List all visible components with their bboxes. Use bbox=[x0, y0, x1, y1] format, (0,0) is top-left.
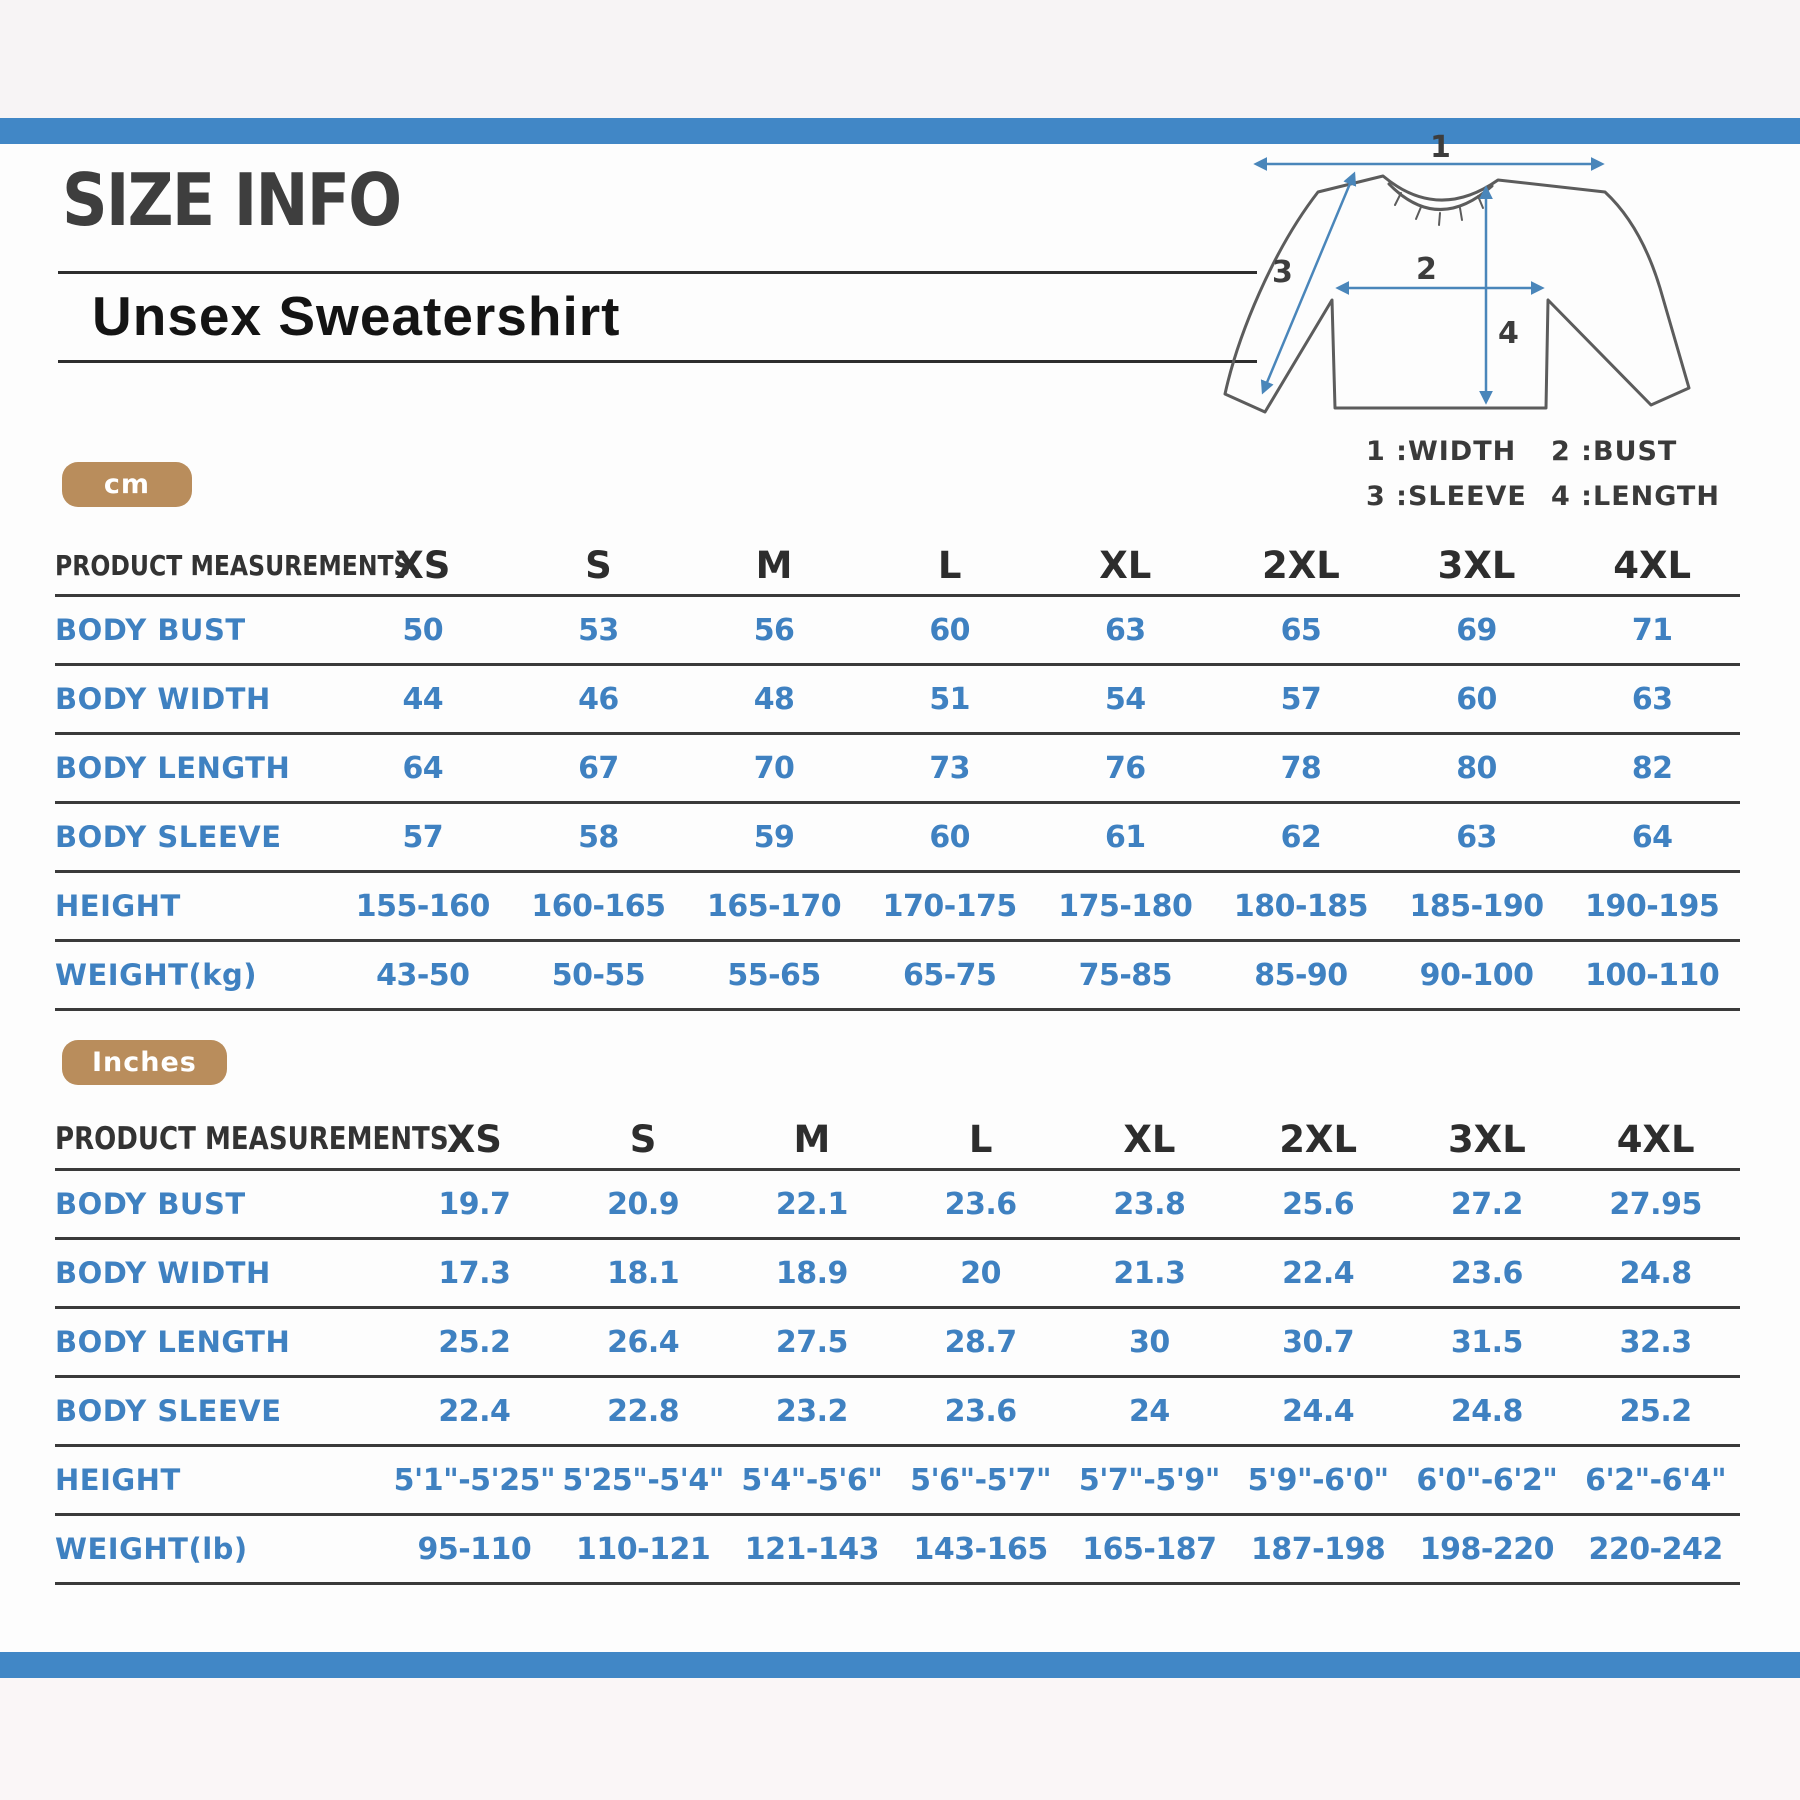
measurement-value: 165-187 bbox=[1082, 1531, 1217, 1567]
size-column-header: M bbox=[793, 1117, 831, 1161]
measurement-value: 23.6 bbox=[944, 1186, 1017, 1222]
sweatshirt-diagram bbox=[1168, 130, 1698, 460]
table-row bbox=[55, 804, 1740, 873]
measurement-value: 54 bbox=[1104, 681, 1146, 717]
measurement-value: 110-121 bbox=[576, 1531, 711, 1567]
measurement-value: 160-165 bbox=[531, 888, 666, 924]
measurement-value: 100-110 bbox=[1585, 957, 1720, 993]
measurement-value: 65-75 bbox=[902, 957, 997, 993]
measurement-value: 6'0"-6'2" bbox=[1416, 1462, 1558, 1498]
measurement-value: 185-190 bbox=[1409, 888, 1544, 924]
size-column-header: XS bbox=[446, 1117, 502, 1161]
measurement-value: 60 bbox=[929, 612, 971, 648]
measurement-value: 5'1"-5'25" bbox=[393, 1462, 556, 1498]
measurement-value: 51 bbox=[929, 681, 971, 717]
measurement-value: 95-110 bbox=[417, 1531, 532, 1567]
legend-sleeve: 3 :SLEEVE bbox=[1366, 481, 1527, 512]
measurement-value: 27.2 bbox=[1450, 1186, 1523, 1222]
measurement-value: 198-220 bbox=[1419, 1531, 1554, 1567]
measurement-value: 165-170 bbox=[706, 888, 842, 924]
row-label: BODY BUST bbox=[55, 613, 246, 647]
measurement-value: 190-195 bbox=[1585, 888, 1720, 924]
size-column-header: S bbox=[585, 543, 612, 587]
product-name-box bbox=[58, 271, 1257, 363]
measurement-value: 80 bbox=[1456, 750, 1497, 786]
measurement-value: 24.8 bbox=[1619, 1255, 1692, 1291]
cm-size-table bbox=[55, 536, 1740, 1011]
row-label: BODY SLEEVE bbox=[55, 1394, 282, 1428]
measurement-value: 56 bbox=[753, 612, 795, 648]
measurement-value: 53 bbox=[578, 612, 619, 648]
inches-unit-badge: Inches bbox=[62, 1040, 227, 1085]
measurement-value: 64 bbox=[1631, 819, 1673, 855]
measurement-value: 63 bbox=[1456, 819, 1497, 855]
measurement-value: 44 bbox=[402, 681, 444, 717]
row-label: BODY WIDTH bbox=[55, 1256, 271, 1290]
table-row bbox=[55, 735, 1740, 804]
row-label: BODY LENGTH bbox=[55, 751, 291, 785]
size-column-header: L bbox=[937, 543, 962, 587]
measurement-value: 71 bbox=[1631, 612, 1673, 648]
measurement-value: 21.3 bbox=[1113, 1255, 1186, 1291]
measurement-value: 50 bbox=[402, 612, 444, 648]
sleeve-number: 3 bbox=[1272, 255, 1293, 290]
measurement-value: 43-50 bbox=[376, 957, 470, 993]
measurement-value: 22.4 bbox=[1282, 1255, 1355, 1291]
measurement-value: 5'9"-6'0" bbox=[1247, 1462, 1389, 1498]
measurement-value: 5'4"-5'6" bbox=[741, 1462, 883, 1498]
size-column-header: XL bbox=[1123, 1117, 1176, 1161]
measurement-value: 31.5 bbox=[1450, 1324, 1523, 1360]
measurement-value: 170-175 bbox=[882, 888, 1017, 924]
row-label: BODY LENGTH bbox=[55, 1325, 291, 1359]
measurement-value: 23.8 bbox=[1113, 1186, 1186, 1222]
table-header-row bbox=[55, 1110, 1740, 1171]
table-row bbox=[55, 1378, 1740, 1447]
size-column-header: S bbox=[629, 1117, 657, 1161]
inches-size-table bbox=[55, 1110, 1740, 1585]
product-name: Unsex Sweatershirt bbox=[92, 285, 621, 347]
measurement-value: 24 bbox=[1129, 1393, 1170, 1429]
measurement-value: 5'25"-5'4" bbox=[562, 1462, 724, 1498]
row-label: HEIGHT bbox=[55, 1463, 181, 1497]
measurement-value: 60 bbox=[929, 819, 971, 855]
table-row bbox=[55, 1309, 1740, 1378]
measurement-value: 20 bbox=[960, 1255, 1001, 1291]
measurement-value: 121-143 bbox=[744, 1531, 879, 1567]
measurement-value: 82 bbox=[1631, 750, 1673, 786]
measurements-header bbox=[55, 548, 411, 582]
measurement-value: 27.95 bbox=[1609, 1186, 1702, 1222]
table-header-row bbox=[55, 536, 1740, 597]
legend-bust: 2 :BUST bbox=[1551, 436, 1678, 467]
size-column-header: L bbox=[968, 1117, 993, 1161]
legend-width: 1 :WIDTH bbox=[1366, 436, 1517, 467]
table-row bbox=[55, 1447, 1740, 1516]
measurement-value: 60 bbox=[1456, 681, 1497, 717]
measurement-value: 61 bbox=[1104, 819, 1146, 855]
measurement-value: 65 bbox=[1280, 612, 1322, 648]
table-row bbox=[55, 1240, 1740, 1309]
row-label: BODY BUST bbox=[55, 1187, 246, 1221]
measurement-value: 69 bbox=[1456, 612, 1497, 648]
measurement-value: 23.2 bbox=[775, 1393, 848, 1429]
table-row bbox=[55, 1171, 1740, 1240]
sweatshirt-outline bbox=[1225, 176, 1689, 412]
measurement-value: 5'6"-5'7" bbox=[910, 1462, 1052, 1498]
legend-length: 4 :LENGTH bbox=[1551, 481, 1720, 512]
measurement-value: 46 bbox=[578, 681, 619, 717]
measurement-value: 73 bbox=[929, 750, 971, 786]
measurement-value: 5'7"-5'9" bbox=[1078, 1462, 1220, 1498]
measurements-header bbox=[55, 1121, 449, 1157]
measurement-value: 23.6 bbox=[944, 1393, 1017, 1429]
measurement-value: 30 bbox=[1129, 1324, 1170, 1360]
measurement-value: 25.2 bbox=[438, 1324, 511, 1360]
size-column-header: 3XL bbox=[1447, 1117, 1526, 1161]
measurement-value: 23.6 bbox=[1450, 1255, 1523, 1291]
size-column-header: 4XL bbox=[1613, 543, 1692, 587]
measurement-value: 64 bbox=[402, 750, 444, 786]
measurement-value: 25.6 bbox=[1282, 1186, 1355, 1222]
measurement-value: 22.8 bbox=[607, 1393, 680, 1429]
measurement-value: 30.7 bbox=[1282, 1324, 1355, 1360]
measurement-value: 6'2"-6'4" bbox=[1585, 1462, 1727, 1498]
measurements-header-label: PRODUCT MEASUREMENTS bbox=[55, 548, 411, 582]
measurement-value: 143-165 bbox=[913, 1531, 1048, 1567]
size-column-header: 3XL bbox=[1437, 543, 1516, 587]
measurement-value: 70 bbox=[753, 750, 795, 786]
measurement-value: 187-198 bbox=[1251, 1531, 1386, 1567]
row-label: BODY SLEEVE bbox=[55, 820, 282, 854]
measurement-value: 26.4 bbox=[607, 1324, 680, 1360]
measurement-value: 17.3 bbox=[438, 1255, 511, 1291]
row-label: HEIGHT bbox=[55, 889, 181, 923]
measurement-value: 24.8 bbox=[1450, 1393, 1523, 1429]
measurement-value: 180-185 bbox=[1233, 888, 1369, 924]
measurement-value: 220-242 bbox=[1588, 1531, 1723, 1567]
measurement-value: 22.1 bbox=[775, 1186, 848, 1222]
measurement-value: 155-160 bbox=[355, 888, 490, 924]
measurement-value: 67 bbox=[578, 750, 619, 786]
measurement-value: 59 bbox=[753, 819, 795, 855]
measure-legend bbox=[1366, 436, 1720, 512]
table-row bbox=[55, 1516, 1740, 1585]
length-number: 4 bbox=[1498, 316, 1519, 351]
measurement-value: 32.3 bbox=[1619, 1324, 1692, 1360]
measurement-value: 25.2 bbox=[1619, 1393, 1692, 1429]
measurement-value: 22.4 bbox=[438, 1393, 511, 1429]
size-column-header: XL bbox=[1099, 543, 1152, 587]
measurement-value: 57 bbox=[1280, 681, 1322, 717]
measurement-value: 62 bbox=[1280, 819, 1322, 855]
page-title: SIZE INFO bbox=[62, 158, 401, 242]
measurement-value: 75-85 bbox=[1078, 957, 1173, 993]
measurement-value: 24.4 bbox=[1282, 1393, 1355, 1429]
table-row bbox=[55, 666, 1740, 735]
measurement-value: 28.7 bbox=[944, 1324, 1017, 1360]
row-label: WEIGHT(lb) bbox=[55, 1532, 248, 1566]
row-label: WEIGHT(kg) bbox=[55, 958, 257, 992]
top-margin-strip bbox=[0, 0, 1800, 118]
size-column-header: XS bbox=[395, 543, 451, 587]
measurement-value: 58 bbox=[578, 819, 619, 855]
measurement-value: 57 bbox=[402, 819, 444, 855]
size-column-header: 2XL bbox=[1262, 543, 1340, 587]
table-row bbox=[55, 942, 1740, 1011]
bust-number: 2 bbox=[1416, 252, 1437, 287]
measurements-header-label: PRODUCT MEASUREMENTS bbox=[55, 1121, 449, 1157]
size-column-header: M bbox=[755, 543, 793, 587]
row-label: BODY WIDTH bbox=[55, 682, 271, 716]
table-row bbox=[55, 597, 1740, 666]
measurement-value: 90-100 bbox=[1419, 957, 1534, 993]
bottom-blue-bar bbox=[0, 1652, 1800, 1678]
measurement-value: 20.9 bbox=[607, 1186, 680, 1222]
width-number: 1 bbox=[1430, 130, 1451, 165]
measurement-value: 63 bbox=[1631, 681, 1673, 717]
measurement-value: 19.7 bbox=[438, 1186, 511, 1222]
measurement-value: 78 bbox=[1280, 750, 1322, 786]
cm-unit-badge: cm bbox=[62, 462, 192, 507]
table-row bbox=[55, 873, 1740, 942]
bottom-margin-strip bbox=[0, 1678, 1800, 1800]
size-column-header: 2XL bbox=[1279, 1117, 1358, 1161]
measurement-value: 175-180 bbox=[1058, 888, 1193, 924]
measurement-value: 48 bbox=[753, 681, 795, 717]
measurement-value: 18.1 bbox=[607, 1255, 680, 1291]
measurement-value: 55-65 bbox=[727, 957, 821, 993]
measurement-value: 18.9 bbox=[775, 1255, 848, 1291]
measurement-value: 85-90 bbox=[1254, 957, 1348, 993]
measurement-value: 27.5 bbox=[775, 1324, 848, 1360]
measurement-value: 76 bbox=[1104, 750, 1146, 786]
measurement-value: 63 bbox=[1104, 612, 1146, 648]
measurement-value: 50-55 bbox=[551, 957, 646, 993]
size-column-header: 4XL bbox=[1616, 1117, 1695, 1161]
